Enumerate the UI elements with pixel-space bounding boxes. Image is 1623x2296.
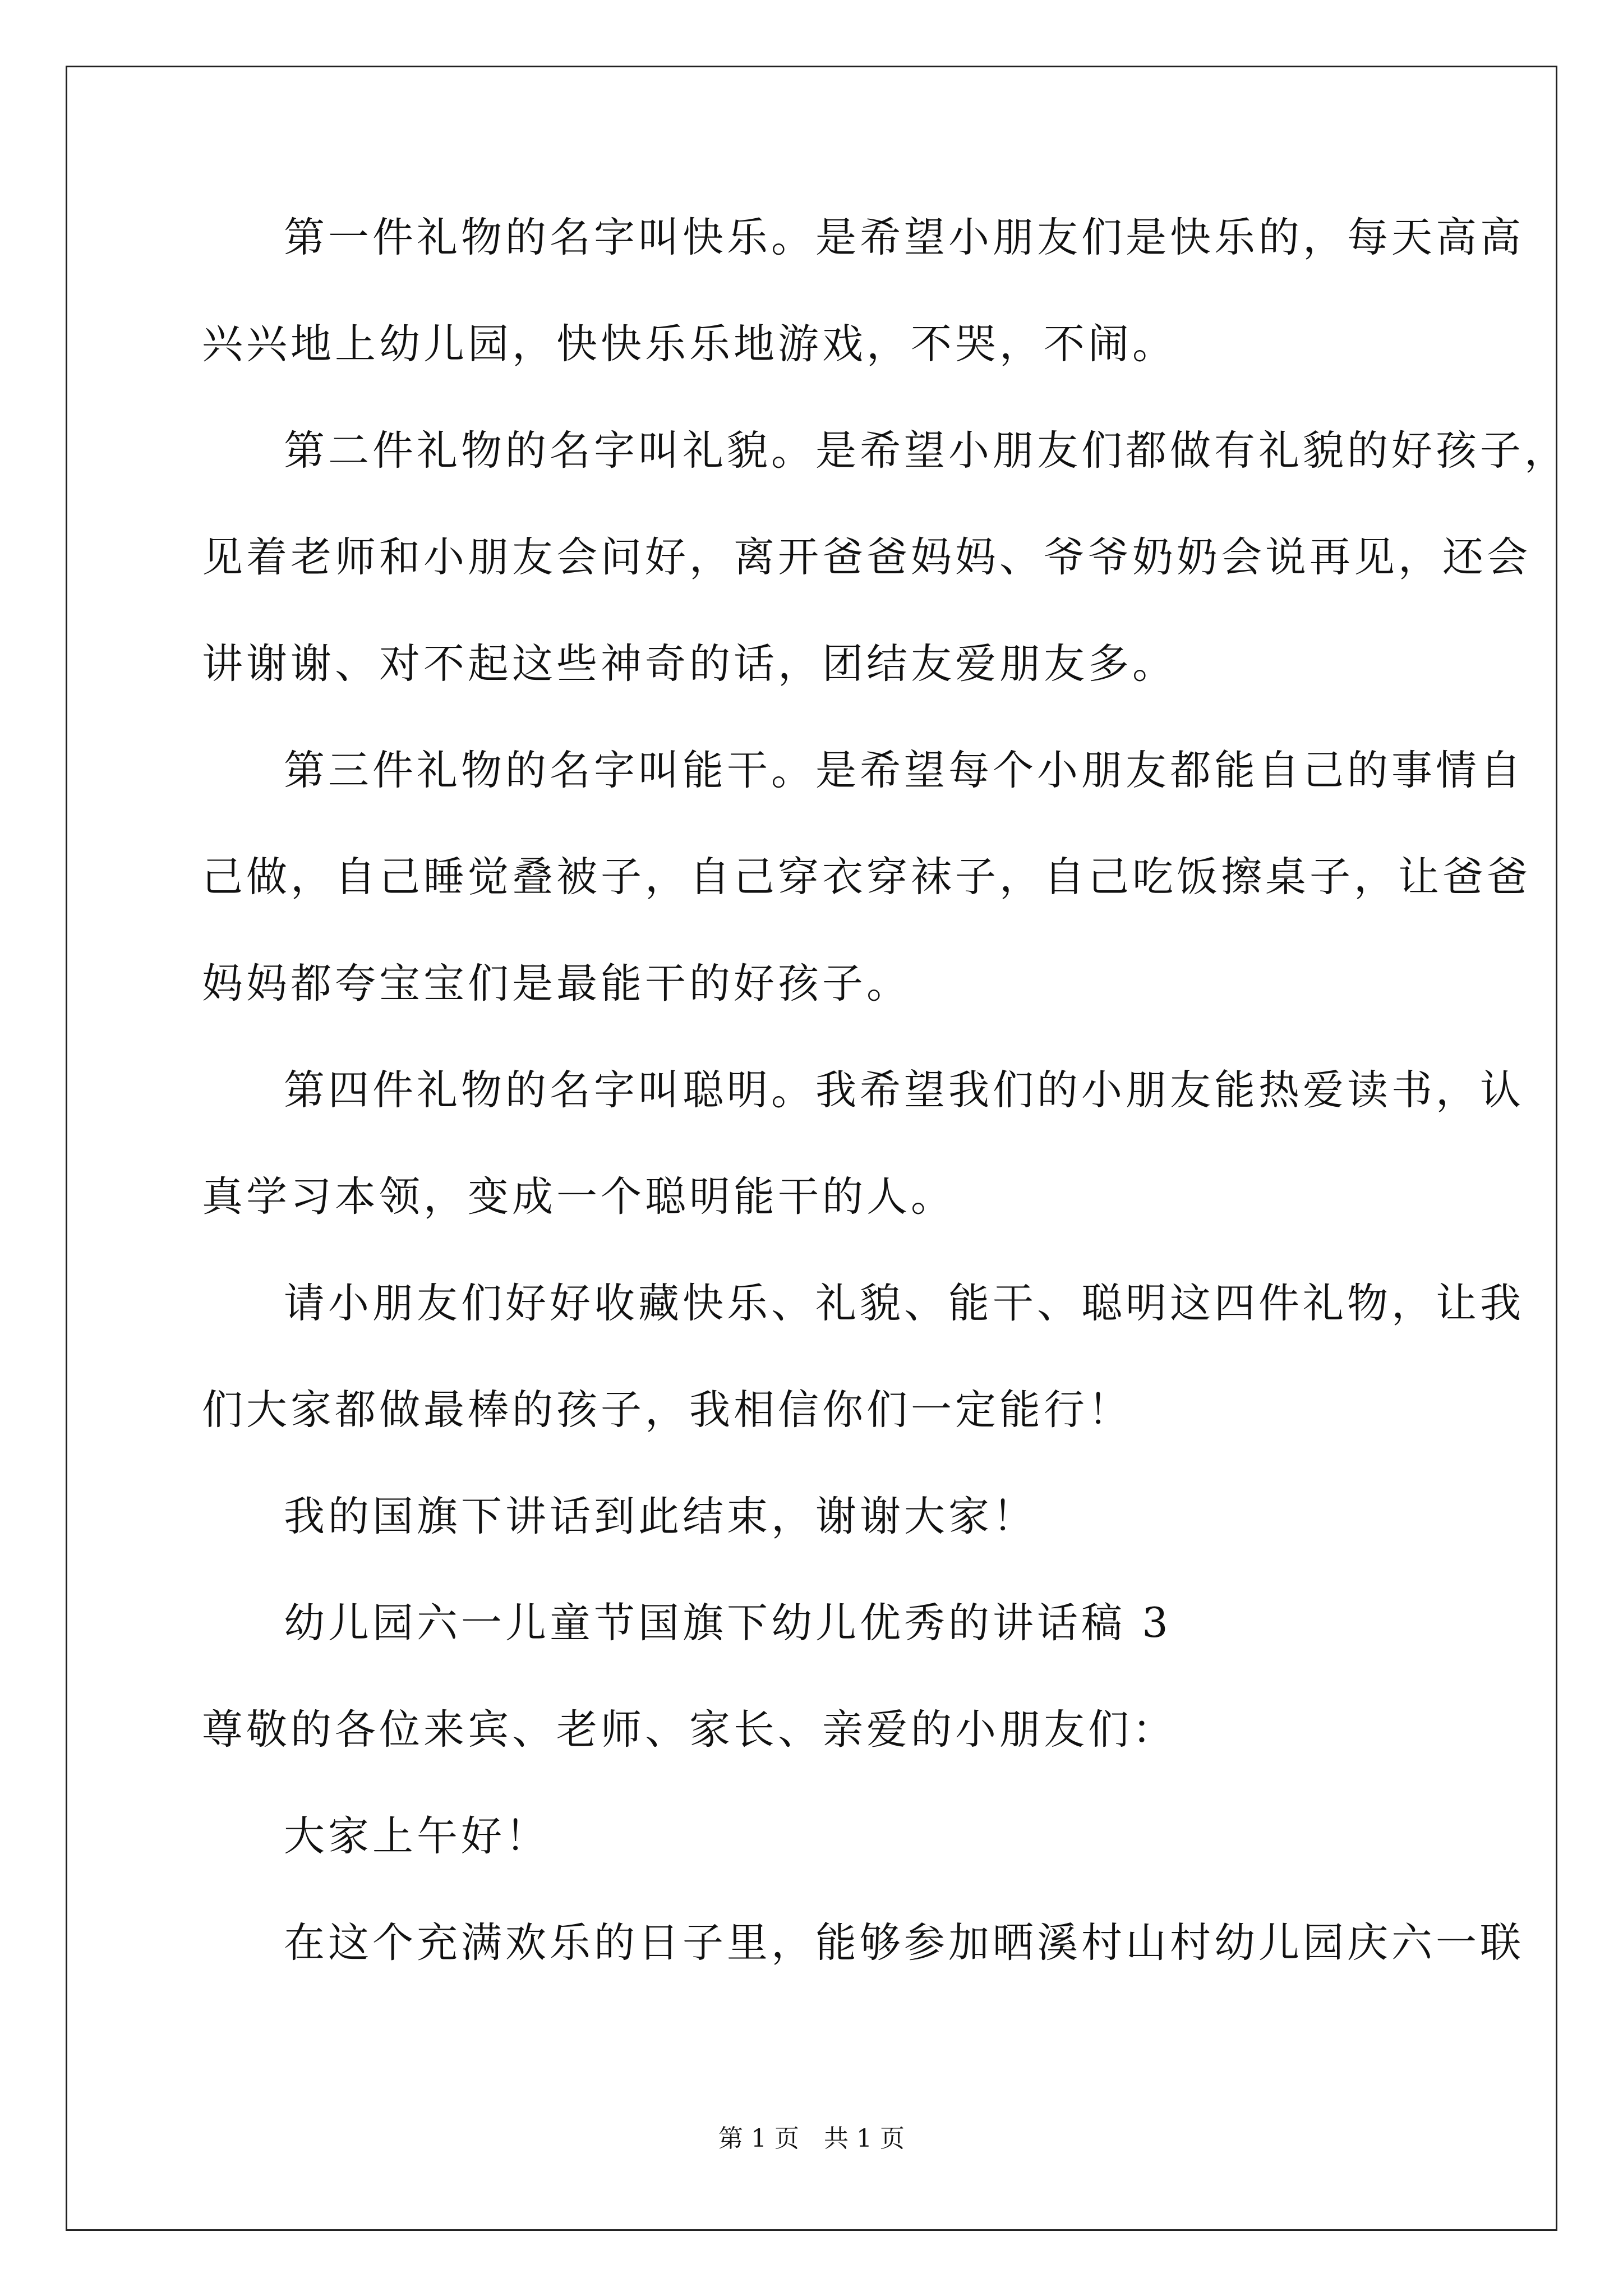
paragraph-closing-line-1: 请小朋友们好好收藏快乐、礼貌、能干、聪明这四件礼物，让我 <box>284 1280 1524 1327</box>
page-border <box>66 66 1557 2231</box>
paragraph-gift-2-line-3: 讲谢谢、对不起这些神奇的话，团结友爱朋友多。 <box>202 640 1177 688</box>
paragraph-gift-3-line-3: 妈妈都夸宝宝们是最能干的好孩子。 <box>202 960 911 1007</box>
paragraph-gift-1-line-2: 兴兴地上幼儿园，快快乐乐地游戏，不哭，不闹。 <box>202 320 1177 368</box>
paragraph-gift-2-line-1: 第二件礼物的名字叫礼貌。是希望小朋友们都做有礼貌的好孩子， <box>284 427 1569 475</box>
paragraph-opening-line-1: 在这个充满欢乐的日子里，能够参加晒溪村山村幼儿园庆六一联 <box>284 1919 1524 1967</box>
paragraph-closing-line-2: 们大家都做最棒的孩子，我相信你们一定能行！ <box>202 1386 1132 1434</box>
page-number-total: 共 1 页 <box>824 2124 905 2153</box>
greeting: 大家上午好！ <box>284 1812 550 1860</box>
paragraph-gift-4-line-1: 第四件礼物的名字叫聪明。我希望我们的小朋友能热爱读书，认 <box>284 1066 1524 1114</box>
page-number-current: 第 1 页 <box>718 2124 799 2153</box>
paragraph-gift-1-line-1: 第一件礼物的名字叫快乐。是希望小朋友们是快乐的，每天高高 <box>284 214 1524 261</box>
section-title: 幼儿园六一儿童节国旗下幼儿优秀的讲话稿 3 <box>284 1599 1172 1647</box>
paragraph-gift-2-line-2: 见着老师和小朋友会问好，离开爸爸妈妈、爷爷奶奶会说再见，还会 <box>202 533 1531 581</box>
paragraph-gift-4-line-2: 真学习本领，变成一个聪明能干的人。 <box>202 1173 955 1221</box>
paragraph-gift-3-line-1: 第三件礼物的名字叫能干。是希望每个小朋友都能自己的事情自 <box>284 747 1524 794</box>
salutation: 尊敬的各位来宾、老师、家长、亲爱的小朋友们： <box>202 1706 1177 1754</box>
paragraph-gift-3-line-2: 己做，自己睡觉叠被子，自己穿衣穿袜子，自己吃饭擦桌子，让爸爸 <box>202 853 1531 901</box>
page-footer <box>0 2123 1623 2155</box>
paragraph-thanks: 我的国旗下讲话到此结束，谢谢大家！ <box>284 1493 1037 1540</box>
